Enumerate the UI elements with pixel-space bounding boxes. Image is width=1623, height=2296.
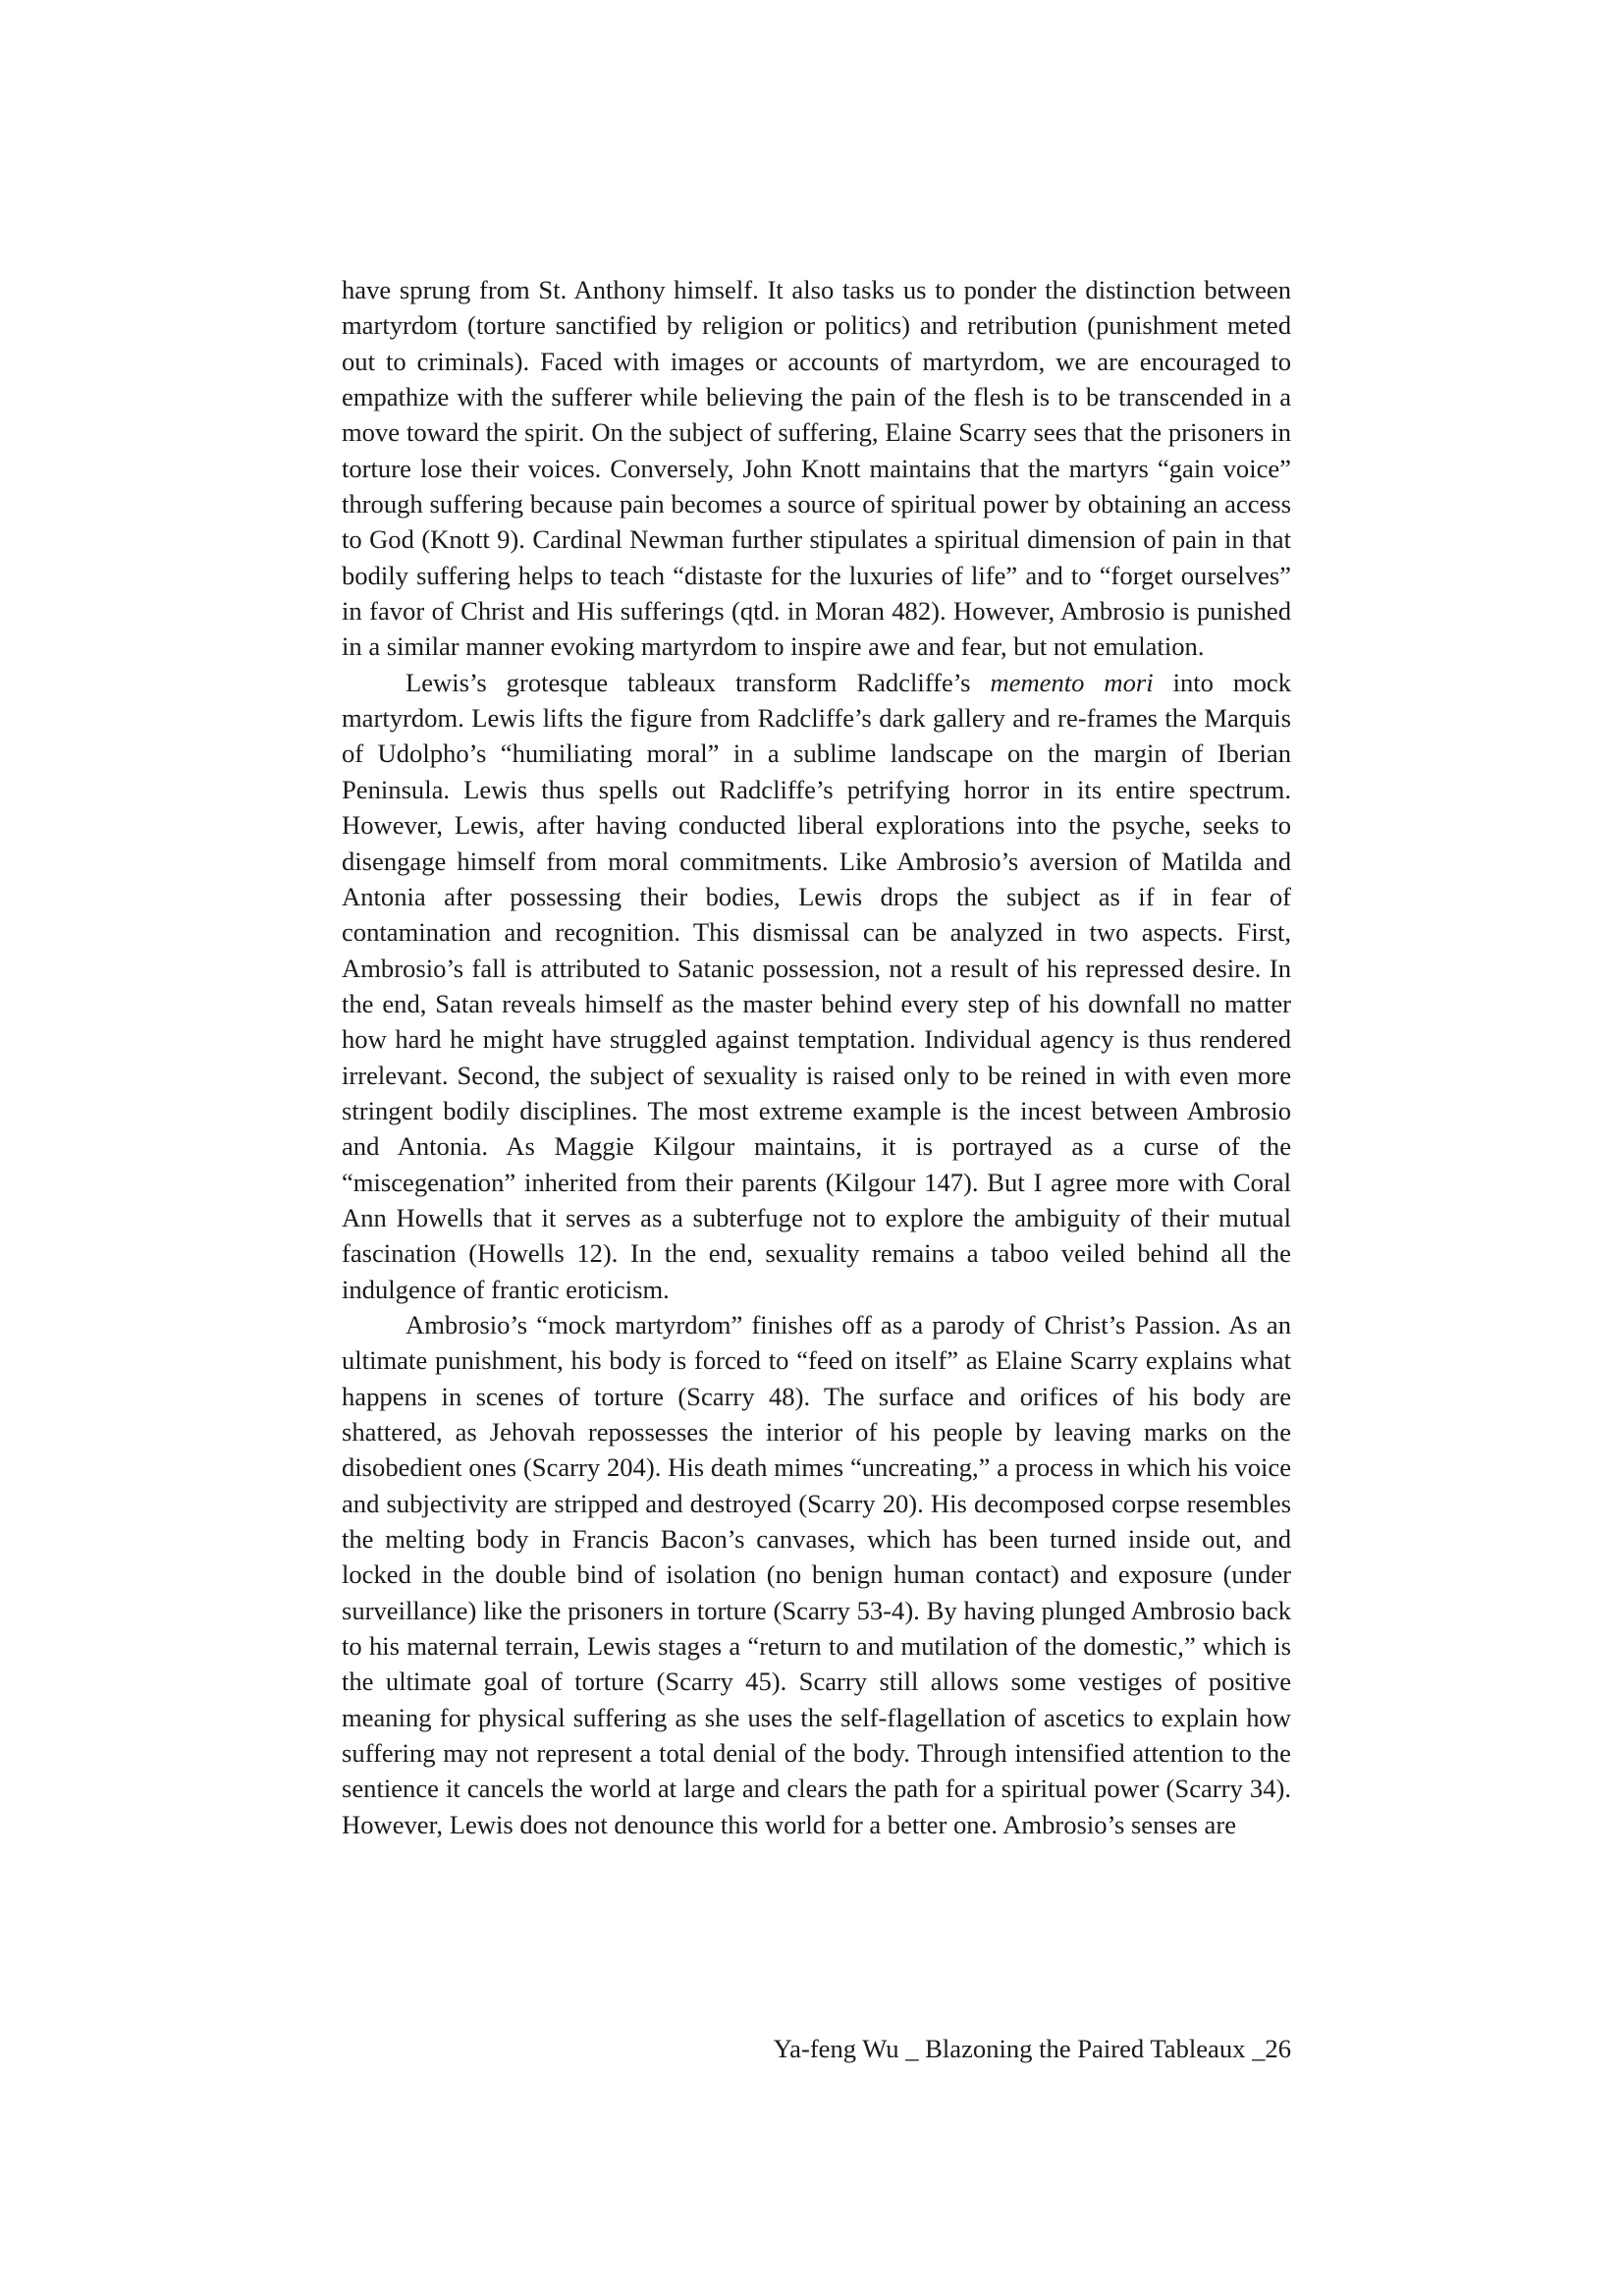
paragraph-text: Ambrosio’s “mock martyrdom” finishes off as a parody of Christ’s Passion. As an ultimate punishment, his body is forced to “feed on itself” as Elaine Scarry explains what happens in scenes of torture (Scarry 48). The surface and orifices of his body are shattered, as Jehovah repossesses the interior of his people by leaving marks on the disobedient ones (Scarry 204). His death mimes “uncreating,” a process in which his voice and subjectivity are stripped and destroyed (Scarry 20). His decomposed corpse resembles the melting body in Francis Bacon’s canvases, which has been turned inside out, and locked in the double bind of isolation (no benign human contact) and exposure (under surveillance) like the prisoners in torture (Scarry 53-4). By having plunged Ambrosio back to his maternal terrain, Lewis stages a “return to and mutilation of the domestic,” which is the ultimate goal of torture (Scarry 45). Scarry still allows some vestiges of positive meaning for physical suffering as she uses the self-flagellation of ascetics to explain how suffering may not represent a total denial of the body. Through intensified attention to the sentience it cancels the world at large and clears the path for a spiritual power (Scarry 34). However, Lewis does not denounce this world for a better one. Ambrosio’s senses are — [342, 1309, 1291, 1839]
paragraph — [342, 665, 1291, 1307]
paragraph — [342, 1307, 1291, 1842]
paragraph-text: into mock martyrdom. Lewis lifts the figure from Radcliffe’s dark gallery and re-frames the Marquis of Udolpho’s “humiliating moral” in a sublime landscape on the margin of Iberian Peninsula. Lewis thus spells out Radcliffe’s petrifying horror in its entire spectrum. However, Lewis, after having conducted liberal explorations into the psyche, seeks to disengage himself from moral commitments. Like Ambrosio’s aversion of Matilda and Antonia after possessing their bodies, Lewis drops the subject as if in fear of contamination and recognition. This dismissal can be analyzed in two aspects. First, Ambrosio’s fall is attributed to Satanic possession, not a result of his repressed desire. In the end, Satan reveals himself as the master behind every step of his downfall no matter how hard he might have struggled against temptation. Individual agency is thus rendered irrelevant. Second, the subject of sexuality is raised only to be reined in with even more stringent bodily disciplines. The most extreme example is the incest between Ambrosio and Antonia. As Maggie Kilgour maintains, it is portrayed as a curse of the “miscegenation” inherited from their parents (Kilgour 147). But I agree more with Coral Ann Howells that it serves as a subterfuge not to explore the ambiguity of their mutual fascination (Howells 12). In the end, sexuality remains a taboo veiled behind all the indulgence of frantic eroticism. — [342, 667, 1291, 1304]
body-text — [342, 272, 1291, 1842]
paragraph — [342, 272, 1291, 665]
paragraph-text: have sprung from St. Anthony himself. It also tasks us to ponder the distinction between martyrdom (torture sanctified by religion or politics) and retribution (punishment meted out to criminals). Faced with images or accounts of martyrdom, we are encouraged to empathize with the sufferer while believing the pain of the flesh is to be transcended in a move toward the spirit. On the subject of suffering, Elaine Scarry sees that the prisoners in torture lose their voices. Conversely, John Knott maintains that the martyrs “gain voice” through suffering because pain becomes a source of spiritual power by obtaining an access to God (Knott 9). Cardinal Newman further stipulates a spiritual dimension of pain in that bodily suffering helps to teach “distaste for the luxuries of life” and to “forget ourselves” in favor of Christ and His sufferings (qtd. in Moran 482). However, Ambrosio is punished in a similar manner evoking martyrdom to inspire awe and fear, but not emulation. — [342, 275, 1291, 662]
paragraph-text: Lewis’s grotesque tableaux transform Radcliffe’s — [406, 667, 991, 697]
italic-phrase: memento mori — [990, 667, 1154, 697]
page-footer: Ya-feng Wu _ Blazoning the Paired Tableaux _26 — [773, 2034, 1291, 2063]
